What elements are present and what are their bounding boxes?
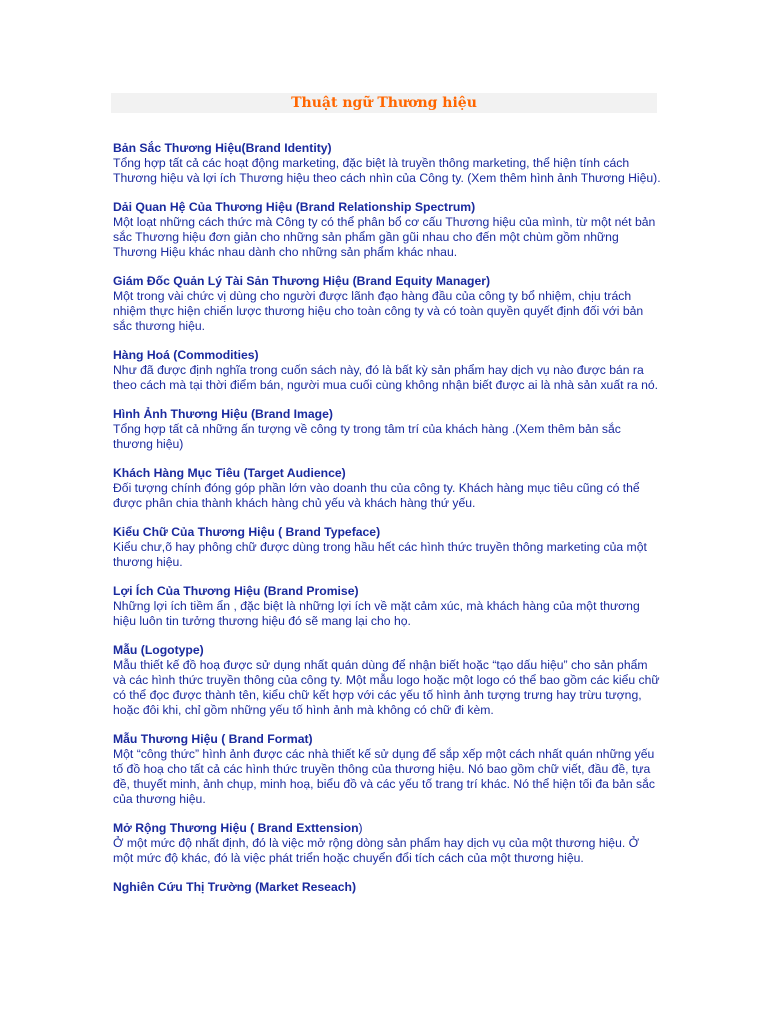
glossary-definition: Một trong vài chức vị dùng cho người được lãnh đạo hàng đầu của công ty bổ nhiệm, chịu trách nhiệm thực hiện chiến lược thương hiệu cho toàn công ty và có toàn quyền quyết định đối với bản sắc thương hiệu. [113,289,644,333]
glossary-term [113,821,661,836]
glossary-term: Giám Đốc Quản Lý Tài Sản Thương Hiệu (Brand Equity Manager) [113,274,491,288]
glossary-term: Khách Hàng Mục Tiêu (Target Audience) [113,466,346,480]
glossary-term-suffix: ) [358,821,363,835]
glossary-term: Hình Ảnh Thương Hiệu (Brand Image) [113,407,333,421]
glossary-entry-logotype [113,643,661,718]
glossary-definition: Ở một mức độ nhất định, đó là việc mở rộng dòng sản phẩm hay dịch vụ của một thương hiệu. Ở một mức độ khác, đó là việc phát triển hoặc chuyển đổi tích cách của một thương hiệu. [113,836,640,865]
glossary-term: Dải Quan Hệ Của Thương Hiệu (Brand Relationship Spectrum) [113,200,476,214]
glossary-term: Mẫu Thương Hiệu ( Brand Format) [113,732,313,746]
glossary-term: Kiểu Chữ Của Thương Hiệu ( Brand Typeface) [113,525,381,539]
glossary-definition: Kiểu chư,õ hay phông chữ được dùng trong hầu hết các hình thức truyền thông marketing của một thương hiệu. [113,540,647,569]
glossary-entry-brand-identity [113,141,661,186]
glossary-list [113,141,661,909]
page-title: Thuật ngữ Thương hiệu [291,95,477,111]
glossary-term: Bản Sắc Thương Hiệu(Brand Identity) [113,141,332,155]
glossary-entry-target-audience [113,466,661,511]
glossary-definition: Đối tượng chính đóng góp phần lớn vào doanh thu của công ty. Khách hàng mục tiêu cũng có thể được phân chia thành khách hàng chủ yếu và khách hàng thứ yếu. [113,481,640,510]
glossary-entry-brand-relationship-spectrum [113,200,661,260]
glossary-entry-brand-extension [113,821,661,866]
glossary-definition: Một “công thức” hình ảnh được các nhà thiết kế sử dụng để sắp xếp một cách nhất quán những yếu tố đồ hoạ cho tất cả các hình thức truyền thông của thương hiệu. Nó bao gồm chữ viết, đầu đề, tựa đề, thuyết minh, ảnh chụp, minh hoạ, biểu đồ và các yếu tố trang trí khác. Nó thể hiện tối đa bản sắc của thương hiệu. [113,747,656,806]
glossary-definition: Tổng hợp tất cả các hoạt động marketing, đặc biệt là truyền thông marketing, thể hiện tính cách Thương hiệu và lợi ích Thương hiệu theo cách nhìn của Công ty. (Xem thêm hình ảnh Thương Hiệu). [113,156,661,185]
glossary-entry-market-research [113,880,661,895]
glossary-term: Nghiên Cứu Thị Trường (Market Reseach) [113,880,357,894]
glossary-term: Hàng Hoá (Commodities) [113,348,259,362]
glossary-term-text: Mở Rộng Thương Hiệu ( Brand Exttension [113,821,359,835]
glossary-entry-brand-equity-manager [113,274,661,334]
glossary-entry-brand-typeface [113,525,661,570]
glossary-entry-brand-image [113,407,661,452]
glossary-definition: Như đã được định nghĩa trong cuốn sách này, đó là bất kỳ sản phẩm hay dịch vụ nào được bán ra theo cách mà tại thời điểm bán, người mua cuối cùng không nhận biết được ai là nhà sản xuất ra nó. [113,363,659,392]
glossary-definition: Những lợi ích tiềm ẩn , đặc biệt là những lợi ích về mặt cảm xúc, mà khách hàng của một thương hiệu luôn tin tưởng thương hiệu đó sẽ mang lại cho họ. [113,599,640,628]
glossary-entry-brand-format [113,732,661,807]
title-bar [111,93,657,113]
glossary-definition: Mẫu thiết kế đồ hoạ được sử dụng nhất quán dùng để nhận biết hoặc “tạo dấu hiệu” cho sản phẩm và các hình thức truyền thông của công ty. Một mẫu logo hoặc một logo có thể bao gồm các kiểu chữ có thể đọc được thành tên, kiểu chữ kết hợp với các yếu tố hình ảnh tượng trưng hay trừu tượng, hoặc đôi khi, chỉ gồm những yếu tố hình ảnh mà không có chữ đi kèm. [113,658,660,717]
glossary-entry-commodities [113,348,661,393]
glossary-definition: Một loạt những cách thức mà Công ty có thể phân bổ cơ cấu Thương hiệu của mình, từ một nét bản sắc Thương hiệu đơn giản cho những sản phẩm gần gũi nhau cho đến một chùm gồm những Thương Hiệu khác nhau dành cho những sản phẩm khác nhau. [113,215,656,259]
glossary-definition: Tổng hợp tất cả những ấn tượng về công ty trong tâm trí của khách hàng .(Xem thêm bản sắc thương hiệu) [113,422,621,451]
glossary-term: Mẫu (Logotype) [113,643,204,657]
glossary-term: Lợi Ích Của Thương Hiệu (Brand Promise) [113,584,359,598]
glossary-entry-brand-promise [113,584,661,629]
